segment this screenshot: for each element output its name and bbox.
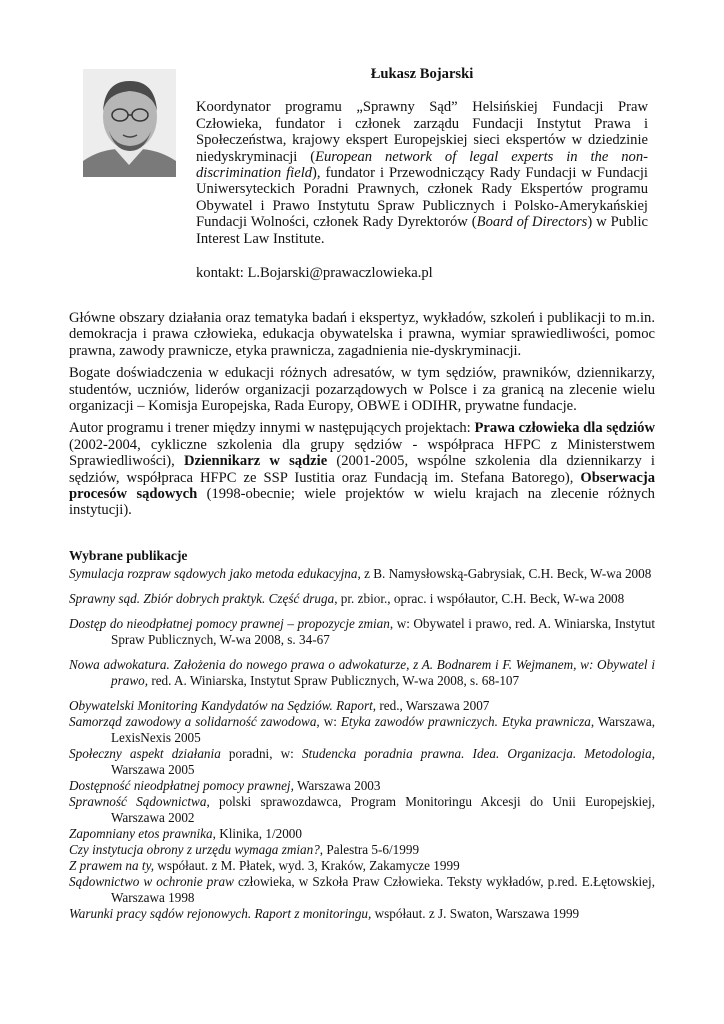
pub-details: , pr. zbior., oprac. i współautor, C.H. Beck, W-wa 2008: [334, 591, 625, 606]
publication-item: [69, 794, 655, 826]
bio-text-1: Koordynator programu „Sprawny Sąd” Helsińskiej Fundacji Praw Człowieka, fundator i członek zarządu Fundacji Instytut Prawa i Społeczeństwa, krajowy ekspert Europejskiej sieci ekspertów w dziedzinie niedyskryminacji (: [196, 99, 648, 165]
pub-details: poradni, w:: [220, 746, 302, 761]
publication-item: [69, 746, 655, 778]
pub-details: red. A. Winiarska, Instytut Spraw Publicznych, W-wa 2008, s. 68-107: [148, 673, 520, 688]
pub-title-2: Studencka poradnia prawna. Idea. Organizacja. Metodologia: [301, 746, 652, 761]
publication-item: [69, 842, 655, 858]
projects-text-3: (2001-2005, wspólne szkolenia dla dziennikarzy i sędziów, współpraca HFPC ze SSP Iustitia oraz Fundacją im. Stefana Batorego),: [69, 453, 655, 486]
publications-heading: Wybrane publikacje: [69, 548, 188, 563]
publication-item: [69, 826, 655, 842]
projects-text-4: (1998-obecnie; wiele projektów w wielu krajach na zlecenie różnych instytucji).: [69, 486, 655, 519]
pub-details: , z B. Namysłowską-Gabrysiak, C.H. Beck, W-wa 2008: [357, 566, 652, 581]
publications-section: [69, 548, 655, 922]
pub-details: , Palestra 5-6/1999: [319, 842, 420, 857]
pub-title: Dostęp do nieodpłatnej pomocy prawnej – propozycje zmian: [69, 616, 390, 631]
paragraph-projects: [69, 420, 655, 518]
bio-italic-1: European network of legal experts in the non-discrimination field: [196, 148, 648, 182]
pub-title: Symulacja rozpraw sądowych jako metoda edukacyjna: [69, 566, 358, 581]
publication-item: [69, 616, 655, 648]
pub-title: Warunki pracy sądów rejonowych. Raport z monitoringu,: [69, 906, 372, 921]
main-content: [69, 310, 655, 525]
pub-details: Warszawa 2003: [293, 778, 381, 793]
portrait-photo: [83, 69, 176, 177]
pub-details-2: , Warszawa, LexisNexis 2005: [111, 714, 656, 745]
pub-details: współaut. z M. Płatek, wyd. 3, Kraków, Zakamycze 1999: [154, 858, 460, 873]
paragraph-areas: Główne obszary działania oraz tematyka badań i ekspertyz, wykładów, szkoleń i publikacji to m.in. demokracja i prawa człowieka, edukacja obywatelska i prawna, wymiar sprawiedliwości, pomoc prawna, zawody prawnicze, etyka prawnicza, zagadnienia nie-dyskryminacji.: [69, 310, 655, 359]
projects-text-2: (2002-2004, cykliczne szkolenia dla grupy sędziów - współpraca HFPC z Ministerstwem Sprawiedliwości),: [69, 436, 655, 470]
pub-title: Sądownictwo w ochronie praw: [69, 874, 234, 889]
pub-details: , polski sprawozdawca, Program Monitoringu Akcesji do Unii Europejskiej, Warszawa 2002: [111, 794, 655, 825]
pub-title: Nowa adwokatura. Założenia do nowego prawa o adwokaturze, z A. Bodnarem i F. Wejmanem, w: Obywatel i prawo,: [69, 657, 655, 688]
pub-title-2: Etyka zawodów prawniczych. Etyka prawnicza: [340, 714, 591, 729]
publication-item: [69, 858, 655, 874]
pub-title: Zapomniany etos prawnika: [69, 826, 213, 841]
pub-details-2: , Warszawa 2005: [111, 746, 655, 777]
bio-text: [196, 99, 648, 247]
publication-item: [69, 591, 655, 607]
bio-section: [196, 66, 648, 281]
publication-item: [69, 698, 655, 714]
pub-details: , red., Warszawa 2007: [372, 698, 490, 713]
projects-text-1: Autor programu i trener między innymi w następujących projektach:: [69, 420, 475, 437]
person-name: Łukasz Bojarski: [370, 66, 474, 82]
bio-text-2: ), fundator i Przewodniczący Rady Fundacji w Fundacji Uniwersyteckich Poradni Prawnych, członek Rady Ekspertów programu Obywatel i Prawo Instytutu Spraw Publicznych i Polsko-Amerykańskiej Fundacji Wolności, członek Rady Dyrektorów (: [196, 165, 648, 231]
publication-item: [69, 566, 655, 582]
pub-title: Obywatelski Monitoring Kandydatów na Sędziów. Raport: [69, 698, 373, 713]
project-title-1: Prawa człowieka dla sędziów: [474, 420, 655, 437]
pub-title: Z prawem na ty,: [69, 858, 154, 873]
pub-details: w:: [319, 714, 341, 729]
paragraph-experience: Bogate doświadczenia w edukacji różnych adresatów, w tym sędziów, prawników, dziennikarzy, studentów, uczniów, liderów organizacji pozarządowych w Polsce i za granicą na zlecenie wielu organizacji – Komisja Europejska, Rada Europy, OBWE i ODIHR, prywatne fundacje.: [69, 365, 655, 415]
contact-line[interactable]: kontakt: L.Bojarski@prawaczlowieka.pl: [196, 265, 433, 282]
pub-details: współaut. z J. Swaton, Warszawa 1999: [371, 906, 580, 921]
bio-italic-2: Board of Directors: [476, 214, 588, 231]
bio-text-3: ) w Public Interest Law Institute.: [196, 214, 648, 247]
pub-title: Samorząd zawodowy a solidarność zawodowa,: [69, 714, 320, 729]
pub-details: człowieka, w Szkoła Praw Człowieka. Teksty wykładów, p.red. E.Łętowskiej, Warszawa 1998: [111, 874, 655, 905]
pub-title: Sprawny sąd. Zbiór dobrych praktyk. Część druga: [69, 591, 335, 606]
publication-item: [69, 874, 655, 906]
publication-item: [69, 657, 655, 689]
pub-details: , w: Obywatel i prawo, red. A. Winiarska, Instytut Spraw Publicznych, W-wa 2008, s. 34-67: [111, 616, 655, 647]
pub-title: Czy instytucja obrony z urzędu wymaga zmian?: [69, 842, 320, 857]
pub-details: , Klinika, 1/2000: [212, 826, 302, 841]
project-title-2: Dziennikarz w sądzie: [183, 453, 328, 470]
publication-item: [69, 778, 655, 794]
pub-title: Społeczny aspekt działania: [69, 746, 221, 761]
project-title-3: Obserwacja procesów sądowych: [69, 469, 655, 503]
pub-title: Dostępność nieodpłatnej pomocy prawnej,: [69, 778, 294, 793]
publication-item: [69, 906, 655, 922]
publication-item: [69, 714, 655, 746]
pub-title: Sprawność Sądownictwa: [69, 794, 207, 809]
